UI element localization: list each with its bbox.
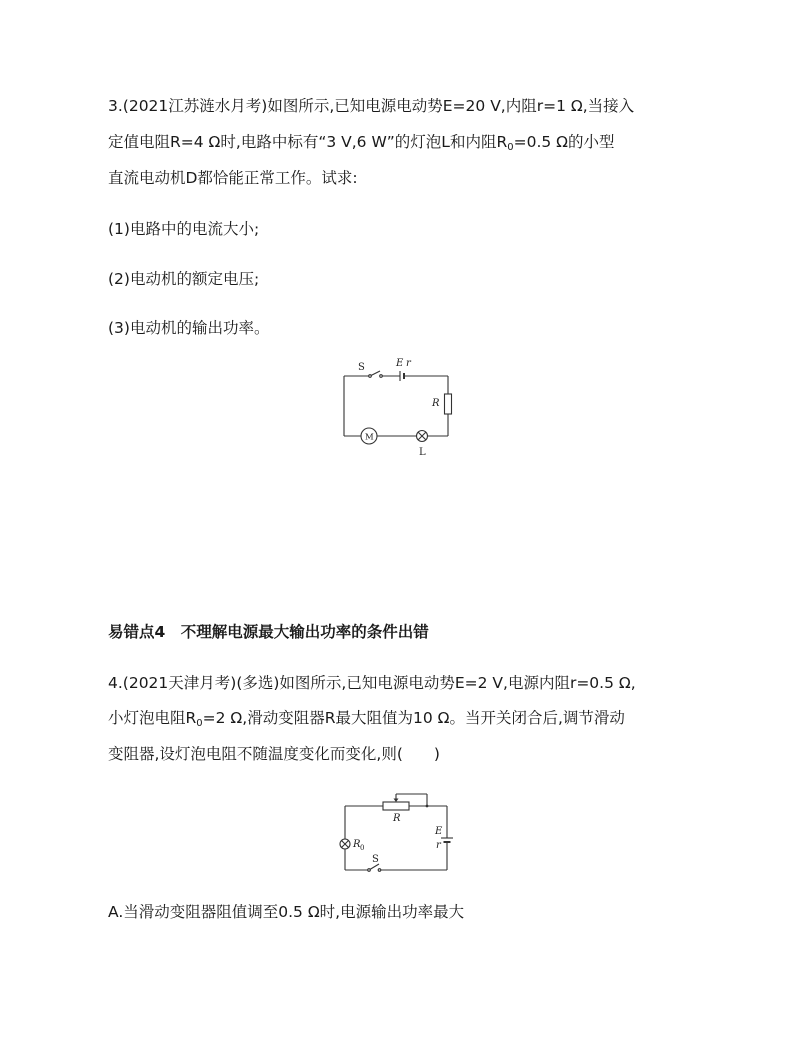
q3-part-1: (1)电路中的电流大小; <box>108 220 260 238</box>
q4-line-3: 变阻器,设灯泡电阻不随温度变化而变化,则( ) <box>108 745 440 763</box>
q3-line-2-a: 定值电阻R=4 Ω时,电路中标有“3 V,6 W”的灯泡L和内阻R <box>108 133 508 151</box>
q3-switch-contact <box>380 375 383 378</box>
section-heading: 易错点4 不理解电源最大输出功率的条件出错 <box>108 623 429 641</box>
q4-rheostat-R <box>383 802 409 810</box>
q4-option-a: A.当滑动变阻器阻值调至0.5 Ω时,电源输出功率最大 <box>108 903 465 921</box>
q4-label-E: E <box>435 826 443 837</box>
q3-label-E: E <box>396 358 404 369</box>
q4-line-2 <box>108 708 625 728</box>
q4-label-R0-sub: 0 <box>360 844 365 852</box>
q4-line-2-sub: 0 <box>196 718 203 729</box>
q3-label-S: S <box>358 362 365 373</box>
q3-label-R: R <box>432 398 440 409</box>
q3-line-3: 直流电动机D都恰能正常工作。试求: <box>108 169 358 187</box>
q3-line-2-sub: 0 <box>507 142 514 153</box>
q3-switch-pivot <box>369 375 372 378</box>
q4-label-S: S <box>372 854 379 865</box>
q4-line-1: 4.(2021天津月考)(多选)如图所示,已知电源电动势E=2 V,电源内阻r=0.5 Ω, <box>108 674 636 692</box>
q4-circuit-diagram <box>335 786 465 882</box>
q3-line-2 <box>108 132 615 152</box>
q4-label-R0: R <box>353 839 361 850</box>
q4-label-R: R <box>393 813 401 824</box>
q3-part-2: (2)电动机的额定电压; <box>108 270 260 288</box>
q3-part-3: (3)电动机的输出功率。 <box>108 319 270 337</box>
q4-line-2-b: =2 Ω,滑动变阻器R最大阻值为10 Ω。当开关闭合后,调节滑动 <box>202 709 625 727</box>
q4-label-r: r <box>436 840 441 851</box>
q4-switch-contact <box>378 869 381 872</box>
q3-label-M: M <box>365 432 374 443</box>
q4-switch-pivot <box>368 869 371 872</box>
q3-line-2-b: =0.5 Ω的小型 <box>513 133 615 151</box>
q3-circuit-diagram <box>330 352 470 464</box>
q4-junction <box>426 805 429 808</box>
q4-line-2-a: 小灯泡电阻R <box>108 709 197 727</box>
q3-label-L: L <box>419 447 426 458</box>
q3-line-1: 3.(2021江苏涟水月考)如图所示,已知电源电动势E=20 V,内阻r=1 Ω,当接入 <box>108 97 635 115</box>
q3-resistor-R <box>445 394 452 414</box>
q3-label-r: r <box>406 358 411 369</box>
